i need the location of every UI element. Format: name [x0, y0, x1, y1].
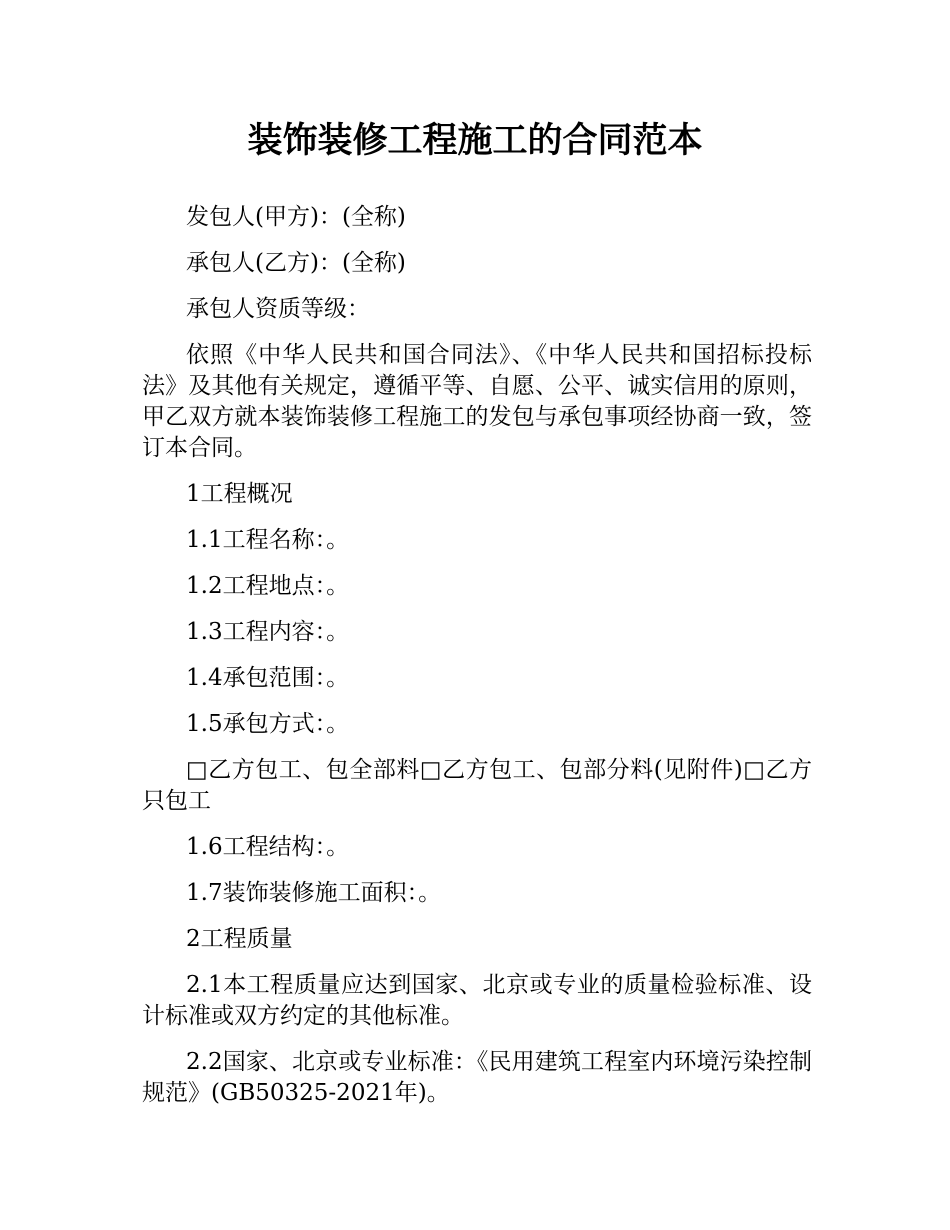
clause-2-2: 2.2国家、北京或专业标准：《民用建筑工程室内环境污染控制规范》(GB50325-2021年)。 [142, 1049, 812, 1106]
clause-1-1: 1.1工程名称：。 [186, 527, 350, 553]
section-heading-1: 1工程概况 [186, 481, 293, 507]
document-title: 装饰装修工程施工的合同范本 [247, 121, 703, 161]
clause-1-5: 1.5承包方式：。 [186, 711, 350, 737]
clause-1-5-options: □乙方包工、包全部料□乙方包工、包部分料(见附件)□乙方只包工 [142, 757, 812, 814]
clause-1-6: 1.6工程结构：。 [186, 834, 350, 860]
paragraph-qualification: 承包人资质等级： [186, 296, 370, 322]
document-body [142, 202, 812, 1124]
clause-1-2: 1.2工程地点：。 [186, 573, 350, 599]
clause-1-4: 1.4承包范围：。 [186, 665, 350, 691]
section-heading-2: 2工程质量 [186, 926, 293, 952]
clause-2-1: 2.1本工程质量应达到国家、北京或专业的质量检验标准、设计标准或双方约定的其他标准。 [142, 972, 812, 1029]
clause-1-7: 1.7装饰装修施工面积：。 [186, 880, 442, 906]
paragraph-preamble: 依照《中华人民共和国合同法》、《中华人民共和国招标投标法》及其他有关规定，遵循平等、自愿、公平、诚实信用的原则，甲乙双方就本装饰装修工程施工的发包与承包事项经协商一致，签订本合同。 [142, 342, 812, 461]
paragraph-party-b: 承包人(乙方)：(全称) [186, 250, 406, 276]
clause-1-3: 1.3工程内容：。 [186, 619, 350, 645]
paragraph-party-a: 发包人(甲方)：(全称) [186, 204, 406, 230]
